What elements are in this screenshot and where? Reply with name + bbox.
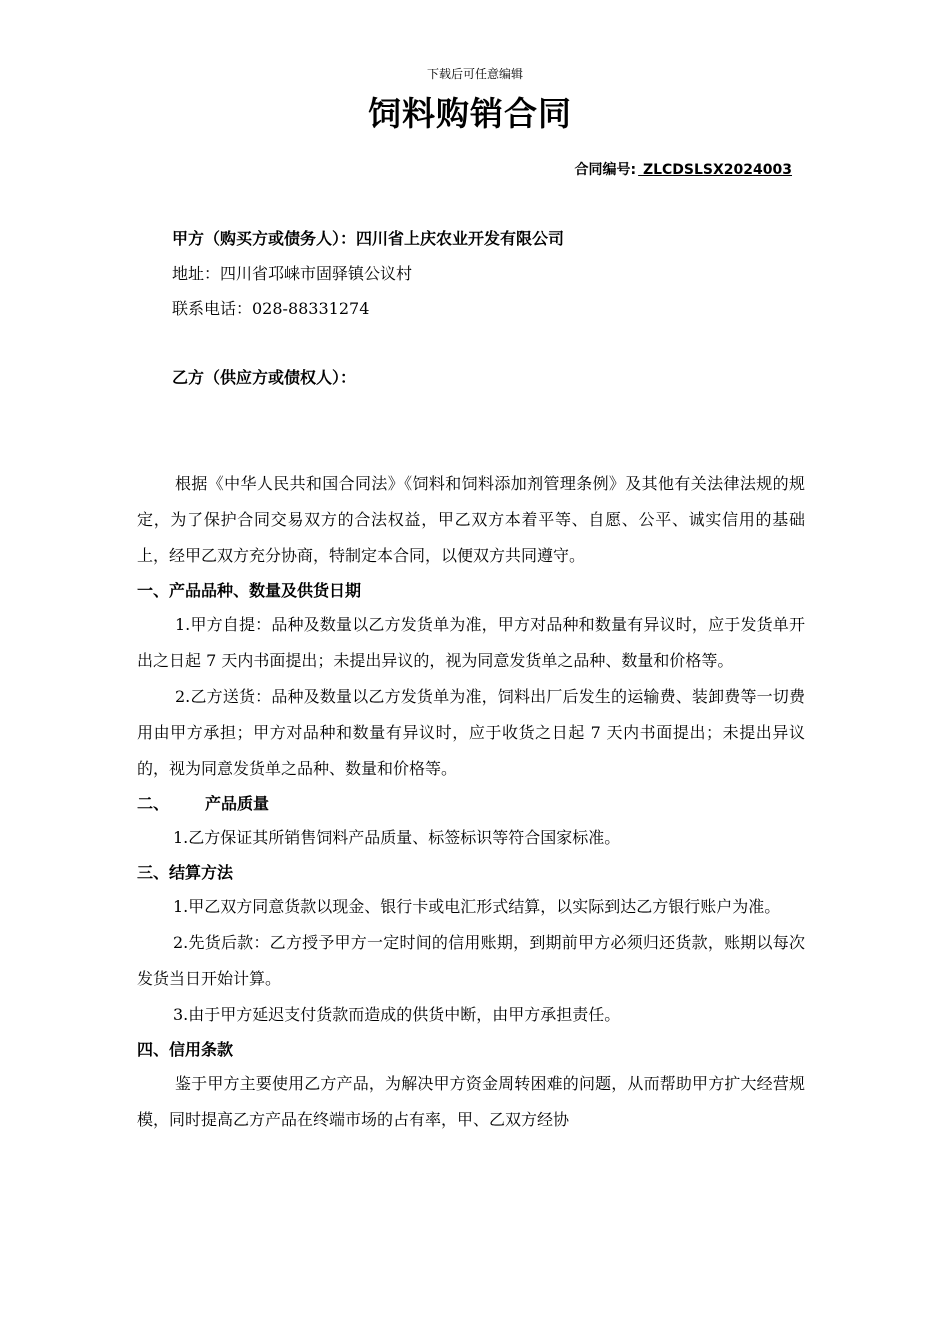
document-title: 饲料购销合同 — [368, 94, 572, 133]
contract-body — [137, 466, 805, 1138]
section-3-clause-3: 3.由于甲方延迟支付货款而造成的供货中断，由甲方承担责任。 — [173, 1005, 621, 1024]
section-2-number: 二、 — [137, 794, 170, 813]
preamble-paragraph: 根据《中华人民共和国合同法》《饲料和饲料添加剂管理条例》及其他有关法律法规的规定，为了保护合同交易双方的合法权益，甲乙双方本着平等、自愿、公平、诚实信用的基础上，经甲乙双方充分协商，特制定本合同，以便双方共同遵守。 — [137, 474, 805, 565]
party-a-phone: 联系电话：028-88331274 — [172, 299, 370, 318]
section-3-clause-1: 1.甲乙双方同意货款以现金、银行卡或电汇形式结算，以实际到达乙方银行账户为准。 — [173, 897, 781, 916]
section-3-heading: 三、结算方法 — [137, 863, 234, 882]
party-a-address: 地址：四川省邛崃市固驿镇公议村 — [172, 264, 413, 283]
section-1-heading: 一、产品品种、数量及供货日期 — [137, 581, 362, 600]
section-2-clause-1: 1.乙方保证其所销售饲料产品质量、标签标识等符合国家标准。 — [173, 828, 621, 847]
contract-number — [574, 160, 792, 180]
party-b-name: 乙方（供应方或债权人）： — [172, 368, 357, 387]
contract-number-value: ZLCDSLSX2024003 — [638, 162, 792, 178]
section-1-clause-2: 2.乙方送货：品种及数量以乙方发货单为准，饲料出厂后发生的运输费、装卸费等一切费用由甲方承担；甲方对品种和数量有异议时，应于收货之日起 7 天内书面提出；未提出异议的，视为同意发货单之品种、数量和价格等。 — [137, 687, 805, 778]
section-2-heading — [137, 787, 805, 820]
section-1-clause-1: 1.甲方自提：品种及数量以乙方发货单为准，甲方对品种和数量有异议时，应于发货单开出之日起 7 天内书面提出；未提出异议的，视为同意发货单之品种、数量和价格等。 — [137, 615, 805, 670]
header-note: 下载后可任意编辑 — [426, 67, 523, 81]
contract-number-label: 合同编号: — [574, 162, 637, 178]
section-4-clause-1: 鉴于甲方主要使用乙方产品，为解决甲方资金周转困难的问题，从而帮助甲方扩大经营规模，同时提高乙方产品在终端市场的占有率，甲、乙双方经协 — [137, 1074, 805, 1129]
section-2-title: 产品质量 — [205, 794, 270, 813]
party-a-name: 甲方（购买方或债务人）：四川省上庆农业开发有限公司 — [172, 229, 565, 248]
section-3-clause-2: 2.先货后款：乙方授予甲方一定时间的信用账期，到期前甲方必须归还货款，账期以每次发货当日开始计算。 — [137, 933, 805, 988]
section-4-heading: 四、信用条款 — [137, 1040, 234, 1059]
